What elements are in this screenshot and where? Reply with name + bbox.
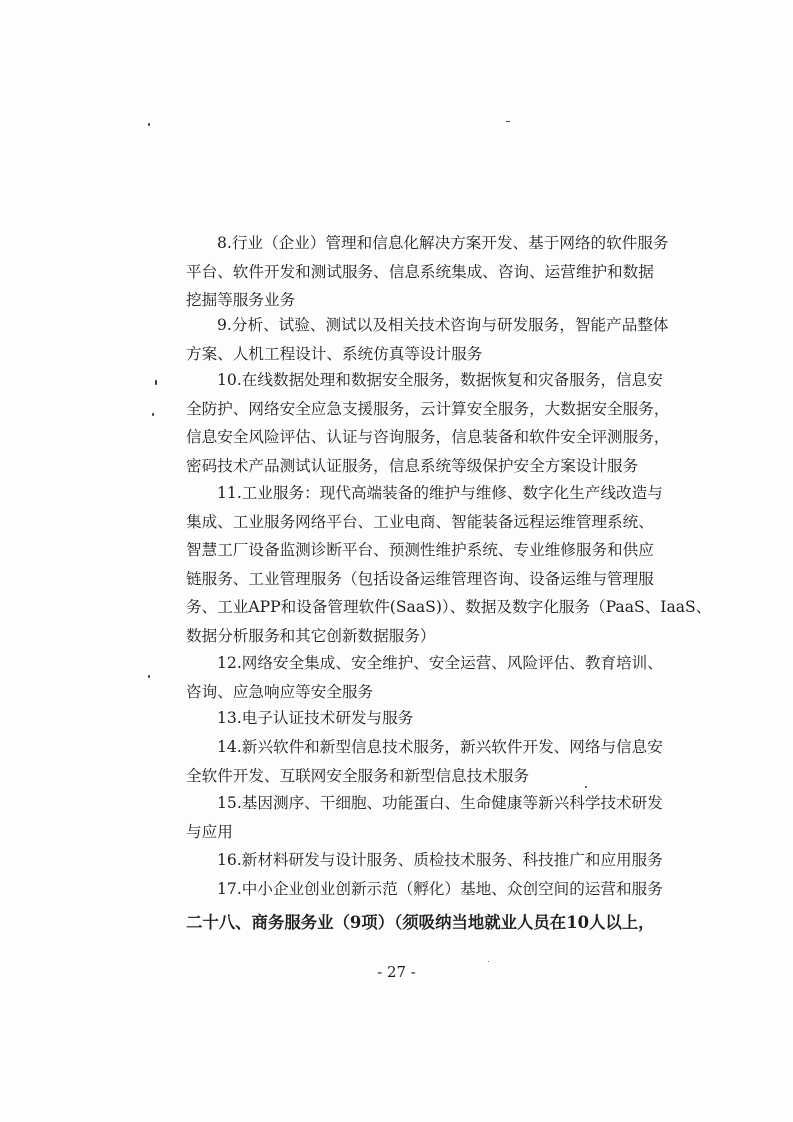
text-line: 13.电子认证技术研发与服务 [217,709,414,727]
paragraph-item-9 [186,311,669,368]
text-line: 链服务、工业管理服务（包括设备运维管理咨询、设备运维与管理服 [186,569,654,588]
paragraph-item-13 [186,704,618,733]
text-line: 智慧工厂设备监测诊断平台、预测性维护系统、专业维修服务和供应 [186,541,654,560]
text-line: 15.基因测序、干细胞、功能蛋白、生命健康等新兴科学技术研发 [217,794,663,812]
text-line: 14.新兴软件和新型信息技术服务，新兴软件开发、网络与信息安 [217,738,663,756]
text-line: 10.在线数据处理和数据安全服务，数据恢复和灾备服务，信息安 [217,371,663,389]
text-line: 8.行业（企业）管理和信息化解决方案开发、基于网络的软件服务 [217,234,669,252]
text-line: 数据分析服务和其它创新数据服务） [186,626,436,645]
text-line: 11.工业服务：现代高端装备的维护与维修、数字化生产线改造与 [217,484,663,502]
scan-speck [488,961,489,962]
text-line: 全防护、网络安全应急支援服务，云计算安全服务，大数据安全服务， [186,399,670,418]
text-line: 挖掘等服务业务 [186,291,296,310]
paragraph-item-8 [186,229,669,315]
scan-speck [148,123,150,126]
paragraph-item-10 [186,366,670,480]
text-line: 信息安全风险评估、认证与咨询服务，信息装备和软件安全评测服务， [186,428,670,447]
text-line: 咨询、应急响应等安全服务 [186,682,374,701]
paragraph-item-12 [186,649,663,706]
scan-speck [152,413,154,416]
text-line: 集成、工业服务网络平台、工业电商、智能装备远程运维管理系统、 [186,512,654,531]
text-line: 12.网络安全集成、安全维护、安全运营、风险评估、教育培训、 [217,654,663,672]
scan-speck [155,380,157,385]
text-line: 全软件开发、互联网安全服务和新型信息技术服务 [186,766,530,785]
section-heading: 二十八、商务服务业（9项）（须吸纳当地就业人员在10人以上， [186,913,655,932]
paragraph-item-14 [186,733,663,790]
text-line: 方案、人机工程设计、系统仿真等设计服务 [186,344,483,363]
paragraph-item-11 [186,479,712,651]
scan-speck [506,121,510,122]
scan-speck [148,675,150,678]
text-line: 9.分析、试验、测试以及相关技术咨询与研发服务，智能产品整体 [217,316,669,334]
page-number: - 27 - [377,963,416,981]
text-line: 密码技术产品测试认证服务，信息系统等级保护安全方案设计服务 [186,456,639,475]
text-line: 与应用 [186,822,233,841]
paragraph-item-16 [186,846,663,875]
paragraph-item-15 [186,789,663,846]
paragraph-item-17 [186,875,663,904]
text-line: 17.中小企业创业创新示范（孵化）基地、众创空间的运营和服务 [217,880,663,898]
text-line: 务、工业APP和设备管理软件(SaaS)）、数据及数字化服务（PaaS、IaaS、 [186,598,712,617]
text-line: 平台、软件开发和测试服务、信息系统集成、咨询、运营维护和数据 [186,262,654,281]
text-line: 16.新材料研发与设计服务、质检技术服务、科技推广和应用服务 [217,851,663,869]
